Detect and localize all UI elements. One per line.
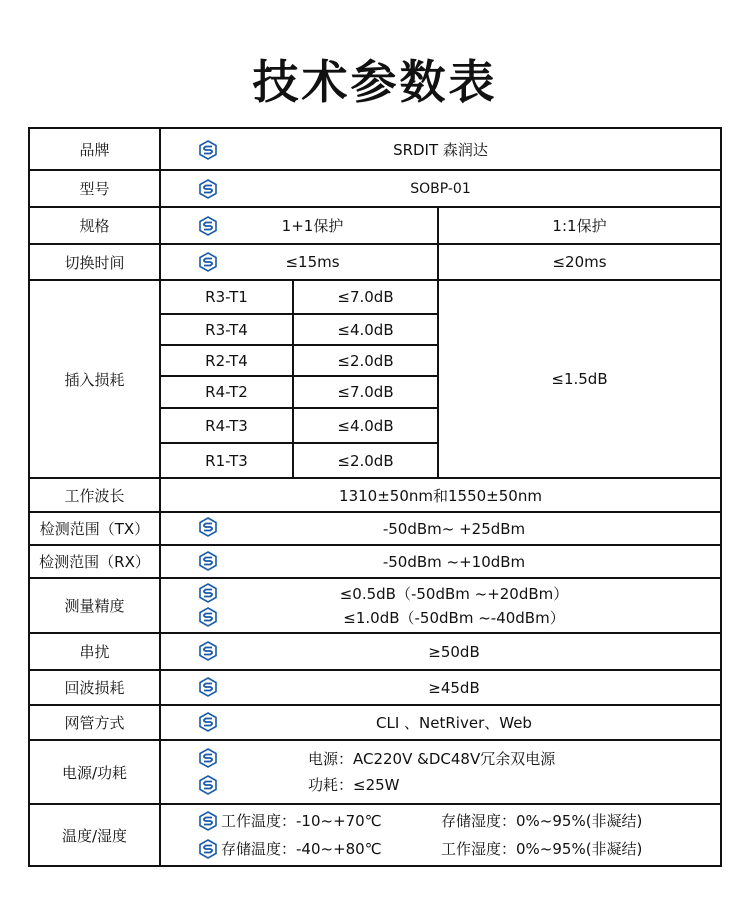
page-title: 技术参数表 <box>252 55 498 109</box>
switch-time-value-a: ≤15ms <box>285 253 340 271</box>
srdit-logo-icon <box>198 641 218 661</box>
model-value: SOBP-01 <box>410 180 471 197</box>
label-return-loss: 回波损耗 <box>64 679 125 697</box>
loss-value: ≤7.0dB <box>337 383 394 401</box>
return-loss-value: ≥45dB <box>428 678 480 697</box>
loss-value: ≤7.0dB <box>337 288 394 306</box>
spec-value-1plus1: 1+1保护 <box>281 217 344 235</box>
accuracy-line-2: ≤1.0dB（-50dBm ~-40dBm） <box>343 608 565 627</box>
label-model: 型号 <box>79 180 110 198</box>
srdit-logo-icon <box>198 252 218 272</box>
management-value: CLI 、NetRiver、Web <box>376 714 532 732</box>
label-accuracy: 测量精度 <box>64 597 125 615</box>
power-supply-line: 电源：AC220V &DC48V冗余双电源 <box>308 750 556 768</box>
loss-value: ≤2.0dB <box>337 351 394 370</box>
switch-time-value-b: ≤20ms <box>552 253 607 271</box>
loss-value: ≤4.0dB <box>337 416 394 435</box>
table-border-right <box>720 127 722 867</box>
label-power: 电源/功耗 <box>61 763 128 782</box>
loss-value: ≤2.0dB <box>337 451 394 470</box>
brand-value: SRDIT 森润达 <box>393 140 488 159</box>
storage-temp: 存储温度：-40~+80℃ <box>221 840 382 858</box>
loss-path: R3-T1 <box>205 288 248 306</box>
loss-value: ≤4.0dB <box>337 320 394 339</box>
label-management: 网管方式 <box>64 714 125 732</box>
loss-path: R1-T3 <box>205 451 248 470</box>
accuracy-line-1: ≤0.5dB（-50dBm ~+20dBm） <box>339 584 569 603</box>
srdit-logo-icon <box>198 712 218 732</box>
label-brand: 品牌 <box>79 140 110 159</box>
srdit-logo-icon <box>198 607 218 627</box>
label-range-rx: 检测范围（RX） <box>39 553 150 571</box>
srdit-logo-icon <box>198 551 218 571</box>
wavelength-value: 1310±50nm和1550±50nm <box>339 486 542 505</box>
table-border-bottom <box>28 865 722 867</box>
srdit-logo-icon <box>198 775 218 795</box>
label-range-tx: 检测范围（TX） <box>39 520 150 538</box>
loss-path: R4-T2 <box>205 383 248 401</box>
srdit-logo-icon <box>198 811 218 831</box>
srdit-logo-icon <box>198 179 218 199</box>
label-crosstalk: 串扰 <box>79 643 110 661</box>
operating-temp: 工作温度：-10~+70℃ <box>221 812 382 830</box>
label-temp-humidity: 温度/湿度 <box>61 826 128 845</box>
range-rx-value: -50dBm ~+10dBm <box>382 552 526 571</box>
crosstalk-value: ≥50dB <box>428 642 480 661</box>
label-insertion-loss: 插入损耗 <box>64 370 125 389</box>
srdit-logo-icon <box>198 140 218 160</box>
operating-humidity: 工作湿度：0%~95%(非凝结) <box>441 840 643 858</box>
range-tx-value: -50dBm~ +25dBm <box>382 519 526 538</box>
loss-path: R4-T3 <box>205 416 248 435</box>
loss-value-1to1: ≤1.5dB <box>551 370 608 388</box>
label-switch-time: 切换时间 <box>64 253 125 272</box>
loss-path: R3-T4 <box>205 320 248 339</box>
srdit-logo-icon <box>198 216 218 236</box>
srdit-logo-icon <box>198 517 218 537</box>
srdit-logo-icon <box>198 677 218 697</box>
loss-path: R2-T4 <box>205 351 248 370</box>
srdit-logo-icon <box>198 583 218 603</box>
label-wavelength: 工作波长 <box>64 486 125 505</box>
power-consumption-line: 功耗：≤25W <box>308 776 400 794</box>
label-spec: 规格 <box>79 217 110 235</box>
spec-value-1to1: 1:1保护 <box>552 217 607 235</box>
srdit-logo-icon <box>198 839 218 859</box>
storage-humidity: 存储湿度：0%~95%(非凝结) <box>441 812 643 830</box>
srdit-logo-icon <box>198 748 218 768</box>
